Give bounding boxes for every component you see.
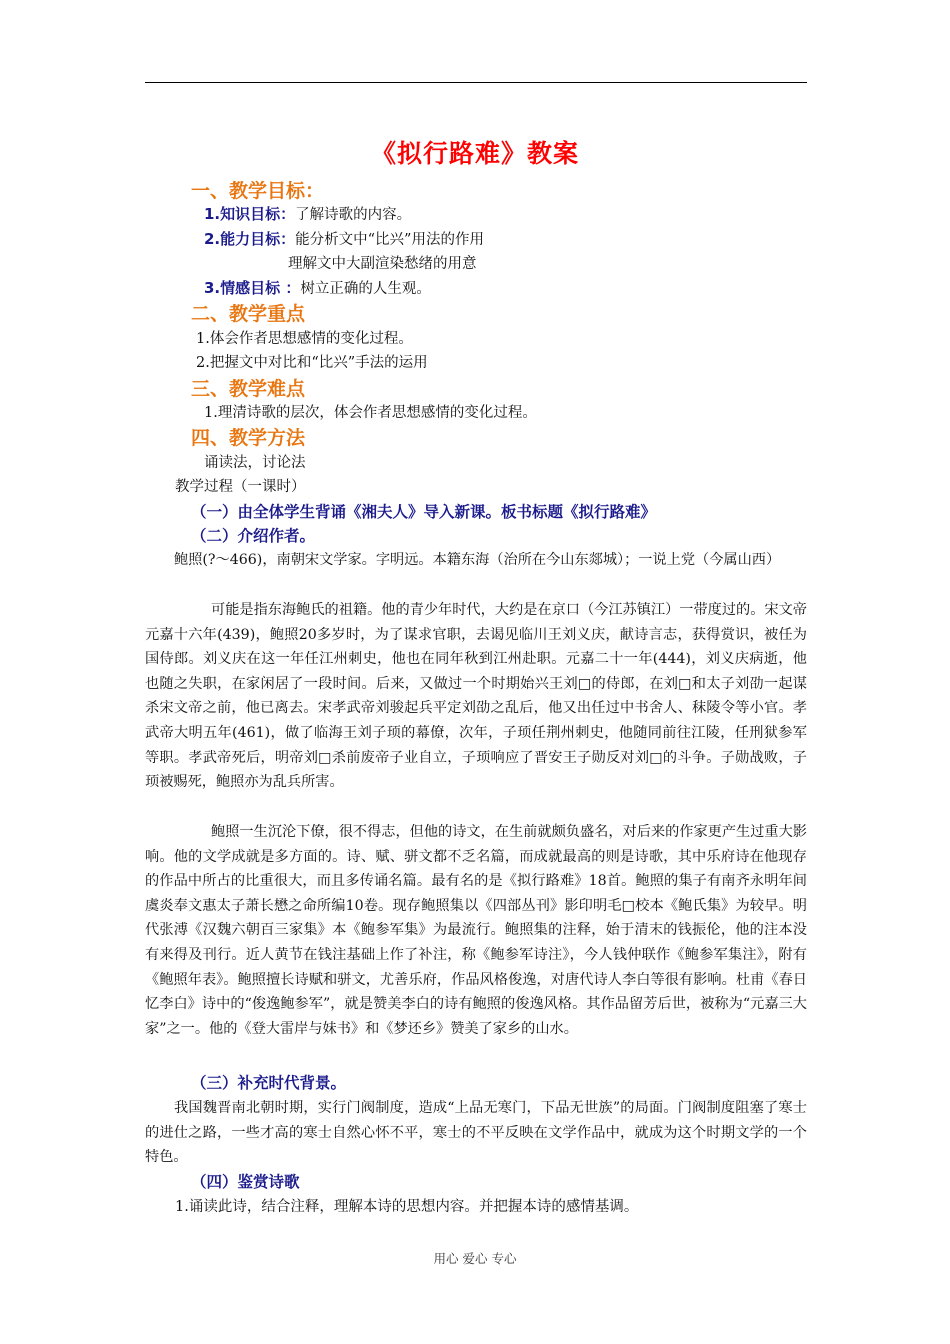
step-1-heading: （一）由全体学生背诵《湘夫人》导入新课。板书标题《拟行路难》 (191, 503, 657, 521)
heading-methods: 四、教学方法 (191, 427, 306, 449)
objective-emotion-text: 树立正确的人生观。 (300, 281, 431, 297)
difficulty-1: 1.理清诗歌的层次，体会作者思想感情的变化过程。 (204, 405, 537, 421)
step-2-heading: （二）介绍作者。 (191, 527, 316, 545)
author-paragraph-1: 鲍照(?～466)，南朝宋文学家。字明远。本籍东海（治所在今山东郯城）；一说上党（今属山西） (174, 552, 781, 568)
objective-ability-text: 能分析文中“比兴”用法的作用 (295, 232, 484, 248)
objective-emotion-label: 3.情感目标 ： (204, 279, 301, 297)
header-rule (145, 82, 807, 83)
methods-text: 诵读法，讨论法 (204, 455, 306, 471)
step-4-heading: （四）鉴赏诗歌 (191, 1173, 300, 1191)
teaching-process: 教学过程（一课时） (175, 479, 306, 495)
page-footer: 用心 爱心 专心 (433, 1251, 517, 1266)
author-paragraph-3: 鲍照一生沉沦下僚，很不得志，但他的诗文，在生前就颇负盛名，对后来的作家更产生过重大影响。他的文学成就是多方面的。诗、赋、骈文都不乏名篇，而成就最高的则是诗歌，其中乐府诗在他现存的作品中所占的比重很大，而且多传诵名篇。最有名的是《拟行路难》18首。鲍照的集子有南齐永明年间虞炎奉文惠太子萧长懋之命所编10卷。现存鲍照集以《四部丛刊》影印明毛□校本《鲍氏集》为较早。明代张溥《汉魏六朝百三家集》本《鲍参军集》为最流行。鲍照集的注释，始于清末的钱振伦，他的注本没有来得及刊行。近人黄节在钱注基础上作了补注，称《鲍参军诗注》，今人钱仲联作《鲍参军集注》，附有《鲍照年表》。鲍照擅长诗赋和骈文，尤善乐府，作品风格俊逸，对唐代诗人李白等很有影响。杜甫《春日忆李白》诗中的“俊逸鲍参军”，就是赞美李白的诗有鲍照的俊逸风格。其作品留芳后世，被称为“元嘉三大家”之一。他的《登大雷岸与妹书》和《梦还乡》赞美了家乡的山水。 (145, 824, 807, 1037)
appreciation-item-1: 1.诵读此诗，结合注释，理解本诗的思想内容。并把握本诗的感情基调。 (175, 1199, 639, 1215)
heading-key-points: 二、教学重点 (191, 303, 306, 325)
objective-knowledge-label: 1.知识目标： (204, 205, 296, 223)
objective-ability-label: 2.能力目标： (204, 230, 296, 248)
step-3-heading: （三）补充时代背景。 (191, 1074, 347, 1092)
page-title: 《拟行路难》教案 (370, 139, 579, 168)
objective-knowledge-text: 了解诗歌的内容。 (295, 207, 412, 223)
objective-emotion (204, 277, 431, 298)
objective-ability-text2: 理解文中大副渲染愁绪的用意 (288, 256, 477, 272)
background-paragraph: 我国魏晋南北朝时期，实行门阀制度，造成“上品无寒门，下品无世族”的局面。门阀制度阻塞了寒士的进仕之路，一些才高的寒士自然心怀不平，寒士的不平反映在文学作品中，就成为这个时期文学的一个特色。 (145, 1100, 807, 1166)
objective-knowledge (204, 203, 411, 224)
heading-objectives: 一、教学目标： (191, 180, 325, 202)
key-point-2: 2.把握文中对比和“比兴”手法的运用 (196, 355, 428, 371)
author-paragraph-2: 可能是指东海鲍氏的祖籍。他的青少年时代，大约是在京口（今江苏镇江）一带度过的。宋文帝元嘉十六年(439)，鲍照20多岁时，为了谋求官职，去谒见临川王刘义庆，献诗言志，获得赏识，被任为国侍郎。刘义庆在这一年任江州刺史，他也在同年秋到江州赴职。元嘉二十一年(444)，刘义庆病逝，他也随之失职，在家闲居了一段时间。后来，又做过一个时期始兴王刘□的侍郎，在刘□和太子刘劭一起谋杀宋文帝之前，他已离去。宋孝武帝刘骏起兵平定刘劭之乱后，他又出任过中书舍人、秣陵令等小官。孝武帝大明五年(461)，做了临海王刘子顼的幕僚，次年，子顼任荆州刺史，他随同前往江陵，任刑狱参军等职。孝武帝死后，明帝刘□杀前废帝子业自立，子顼响应了晋安王子勋反对刘□的斗争。子勋战败，子顼被赐死，鲍照亦为乱兵所害。 (145, 602, 807, 791)
heading-difficulties: 三、教学难点 (191, 378, 306, 400)
objective-ability (204, 228, 484, 249)
key-point-1: 1.体会作者思想感情的变化过程。 (196, 331, 413, 347)
